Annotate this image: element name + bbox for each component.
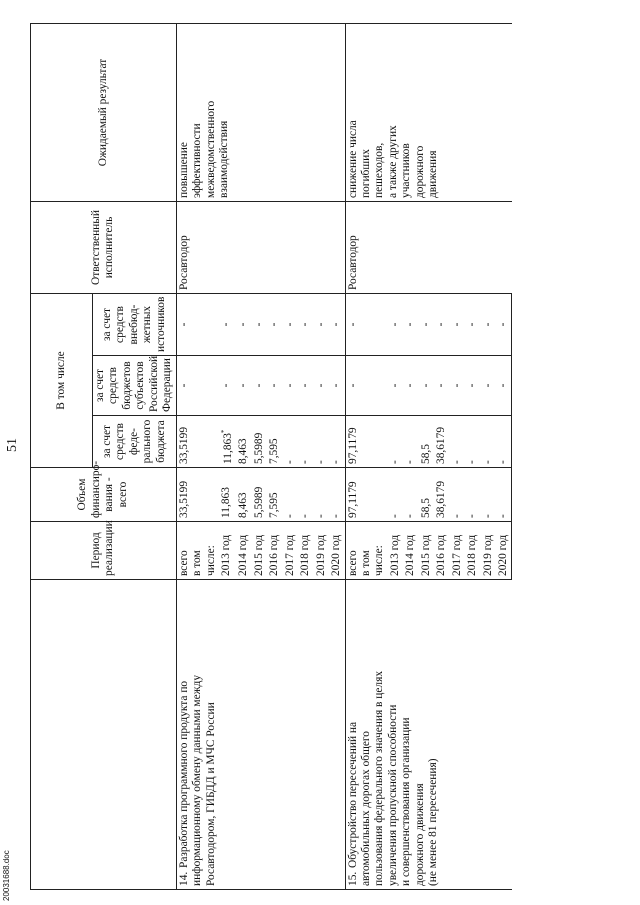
federal-cell: - xyxy=(283,416,298,468)
extrabudget-cell: - xyxy=(267,294,282,356)
period-cell: 2020 год xyxy=(496,522,512,580)
extrabudget-cell: - xyxy=(298,294,313,356)
volume-cell: - xyxy=(450,468,465,522)
federal-cell: 33,5199 xyxy=(176,416,219,468)
document-id: 20031688.doc xyxy=(2,850,11,901)
period-cell: 2014 год xyxy=(236,522,251,580)
federal-cell: 58,5 xyxy=(419,416,434,468)
header-description xyxy=(31,580,177,890)
period-cell: 2017 год xyxy=(450,522,465,580)
regional-cell: - xyxy=(252,356,267,416)
period-cell: 2016 год xyxy=(434,522,449,580)
federal-cell: 7,595 xyxy=(267,416,282,468)
volume-cell: - xyxy=(496,468,512,522)
item-description-cell xyxy=(176,580,345,890)
volume-cell: 58,5 xyxy=(419,468,434,522)
header-regional: за счет средств бюджетов субъектов Российской Федерации xyxy=(93,356,177,416)
volume-cell: - xyxy=(481,468,496,522)
header-result: Ожидаемый результат xyxy=(31,24,177,202)
extrabudget-cell: - xyxy=(283,294,298,356)
period-cell: 2019 год xyxy=(481,522,496,580)
program-table xyxy=(30,23,512,890)
regional-cell: - xyxy=(267,356,282,416)
item-number: 15. xyxy=(346,871,359,886)
period-cell: 2018 год xyxy=(465,522,480,580)
regional-cell: - xyxy=(388,356,403,416)
federal-cell: - xyxy=(481,416,496,468)
extrabudget-cell: - xyxy=(434,294,449,356)
regional-cell: - xyxy=(236,356,251,416)
federal-cell: - xyxy=(329,416,345,468)
regional-cell: - xyxy=(298,356,313,416)
extrabudget-cell: - xyxy=(314,294,329,356)
extrabudget-cell: - xyxy=(176,294,219,356)
volume-cell: 97,1179 xyxy=(345,468,388,522)
volume-cell: 11,863 xyxy=(219,468,236,522)
item-description: Обустройство пересечений на автомобильных дорогах общего пользования федерального значения в целях увеличения пропускной способности и совершенствования организации дорожного движения (не менее 81 пересечения) xyxy=(346,670,440,886)
period-cell: 2020 год xyxy=(329,522,345,580)
regional-cell: - xyxy=(345,356,388,416)
federal-cell: - xyxy=(298,416,313,468)
federal-cell: - xyxy=(388,416,403,468)
volume-cell: - xyxy=(329,468,345,522)
federal-cell: - xyxy=(465,416,480,468)
volume-cell: - xyxy=(314,468,329,522)
volume-cell: 8,463 xyxy=(236,468,251,522)
extrabudget-cell: - xyxy=(388,294,403,356)
period-cell: 2017 год xyxy=(283,522,298,580)
extrabudget-cell: - xyxy=(252,294,267,356)
federal-cell: - xyxy=(450,416,465,468)
period-cell: 2013 год xyxy=(219,522,236,580)
regional-cell: - xyxy=(481,356,496,416)
federal-cell: - xyxy=(496,416,512,468)
regional-cell: - xyxy=(176,356,219,416)
extrabudget-cell: - xyxy=(345,294,388,356)
volume-cell: - xyxy=(298,468,313,522)
period-cell: 2016 год xyxy=(267,522,282,580)
extrabudget-cell: - xyxy=(465,294,480,356)
regional-cell: - xyxy=(283,356,298,416)
header-volume: Объем финансиро-вания - всего xyxy=(31,468,177,522)
volume-cell: - xyxy=(283,468,298,522)
result-cell: снижение числа погибших пешеходов, а также других участников дорожного движения xyxy=(345,24,512,202)
volume-cell: - xyxy=(403,468,418,522)
result-cell: повышение эффективности межведомственного взаимодействия xyxy=(176,24,345,202)
regional-cell: - xyxy=(465,356,480,416)
period-cell: 2018 год xyxy=(298,522,313,580)
federal-cell: - xyxy=(314,416,329,468)
extrabudget-cell: - xyxy=(329,294,345,356)
table-row xyxy=(345,24,388,890)
federal-cell: 8,463 xyxy=(236,416,251,468)
extrabudget-cell: - xyxy=(496,294,512,356)
volume-cell: 7,595 xyxy=(267,468,282,522)
regional-cell: - xyxy=(329,356,345,416)
federal-cell: 38,6179 xyxy=(434,416,449,468)
period-cell: 2015 год xyxy=(419,522,434,580)
regional-cell: - xyxy=(496,356,512,416)
federal-cell xyxy=(219,416,236,468)
item-description: Разработка программного продукта по информационному обмену данными между Росавтодором, ГИБДД и МЧС России xyxy=(177,674,217,886)
period-cell: всего в том числе: xyxy=(345,522,388,580)
extrabudget-cell: - xyxy=(236,294,251,356)
responsible-cell: Росавтодор xyxy=(176,202,345,294)
volume-cell: 5,5989 xyxy=(252,468,267,522)
regional-cell: - xyxy=(419,356,434,416)
footnote-mark: * xyxy=(220,429,229,434)
header-including: В том числе xyxy=(31,294,93,468)
federal-cell: 5,5989 xyxy=(252,416,267,468)
header-extrabudget: за счет средств внебюд-жетных источников xyxy=(93,294,177,356)
regional-cell: - xyxy=(450,356,465,416)
item-number: 14. xyxy=(177,871,190,886)
extrabudget-cell: - xyxy=(403,294,418,356)
volume-cell: 33,5199 xyxy=(176,468,219,522)
responsible-cell: Росавтодор xyxy=(345,202,512,294)
extrabudget-cell: - xyxy=(419,294,434,356)
page-number: 51 xyxy=(5,438,20,452)
extrabudget-cell: - xyxy=(450,294,465,356)
period-cell: всего в том числе: xyxy=(176,522,219,580)
extrabudget-cell: - xyxy=(481,294,496,356)
volume-cell: 38,6179 xyxy=(434,468,449,522)
extrabudget-cell: - xyxy=(219,294,236,356)
volume-cell: - xyxy=(465,468,480,522)
federal-value: 11,863 xyxy=(221,433,234,464)
period-cell: 2013 год xyxy=(388,522,403,580)
volume-cell: - xyxy=(388,468,403,522)
period-cell: 2014 год xyxy=(403,522,418,580)
regional-cell: - xyxy=(434,356,449,416)
regional-cell: - xyxy=(219,356,236,416)
federal-cell: - xyxy=(403,416,418,468)
header-federal: за счет средств феде-рального бюджета xyxy=(93,416,177,468)
table-body xyxy=(176,24,512,890)
item-description-cell xyxy=(345,580,512,890)
regional-cell: - xyxy=(403,356,418,416)
federal-cell: 97,1179 xyxy=(345,416,388,468)
table-row xyxy=(176,24,219,890)
header-period: Период реализации xyxy=(31,522,177,580)
header-responsible: Ответственный исполнитель xyxy=(31,202,177,294)
regional-cell: - xyxy=(314,356,329,416)
period-cell: 2019 год xyxy=(314,522,329,580)
period-cell: 2015 год xyxy=(252,522,267,580)
